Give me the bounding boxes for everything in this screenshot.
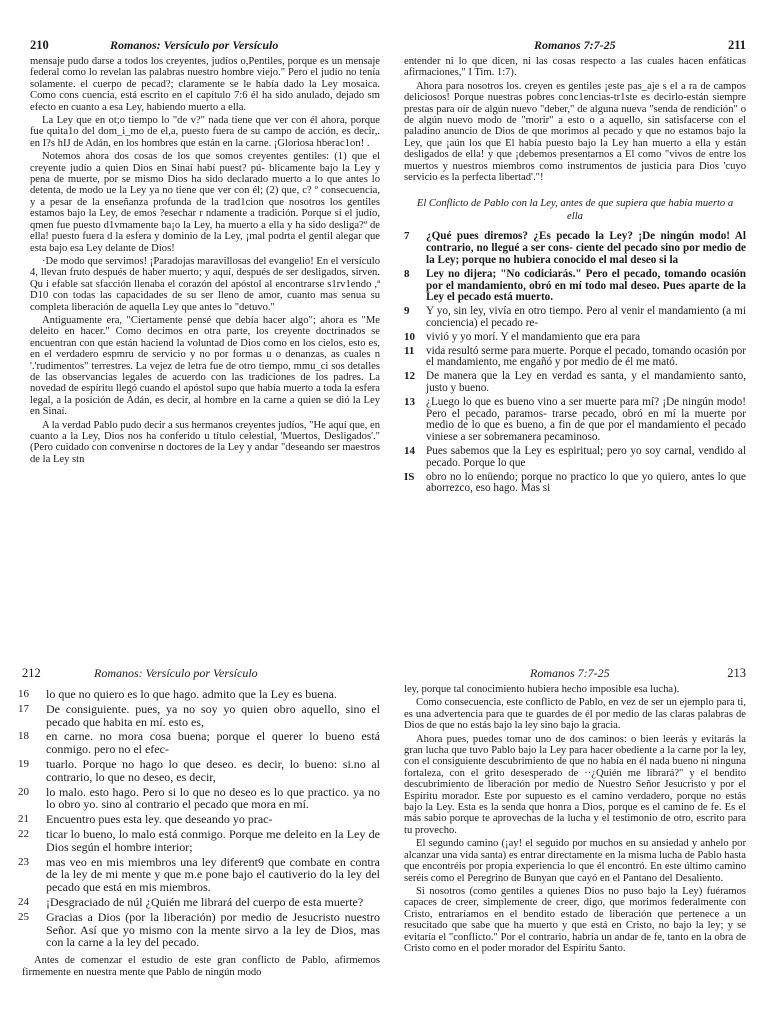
verse	[14, 758, 380, 784]
paragraph: A la verdad Pablo pudo decir a sus hermanos creyentes judíos, "He aquí que, en cuanto a la Ley, Dios nos ha conferido u título celestial, 'Muertos, Desligados'." (Pero cuidado con convenirse n doctores de la Ley y andar "deseando ser maestros de la Ley stn	[30, 419, 380, 465]
verse-text: tuarlo. Porque no hago lo que deseo. es decir, lo bueno: si.no al contrario, lo que no deseo, es decir,	[46, 756, 380, 784]
verse-text: Pues sabemos que la Ley es espiritual; pero yo soy carnal, vendido al pecado. Porque lo que	[426, 445, 746, 469]
verse-number: 9	[404, 305, 410, 318]
paragraph: Notemos ahora dos cosas de los que somos creyentes gentiles: (1) que el creyente judío a quien Dios en Sinaí habí puest? pú- blicamente bajo la Ley y pena de muerte, por se mismo Dios ha sido declarado muerto a lo que antes lo detenta, de modo ue la Ley ya no tiene que ver con él; (2) que, c? º consecuencia, y a pesar de la enseñanza profunda de la trad1cion que nosotros los gentiles estamos bajo la Ley, de emos ?esechar r ndamente a tradición. Porque si el judío, qmen fue puesto d1vmamente ba¡o la Ley, ha muerto a ella y ha sido desliga?º de ella! puesto fuera d la esfera y dominio de la Ley, ¡mal podrta el gentil alegar que esta bajo esa Ley delante de Dios!	[30, 151, 380, 254]
verse-number: 12	[404, 370, 415, 383]
body-text	[30, 56, 380, 465]
verse-number: 11	[404, 344, 415, 357]
verse-text: Y yo, sin ley, vivía en otro tiempo. Pero al venir el mandamiento (a mi conciencia) el pecado re-	[426, 305, 746, 330]
page-header	[404, 666, 746, 684]
running-title: Romanos 7:7-25	[534, 38, 616, 52]
verse-number: 24	[18, 895, 29, 908]
verse	[404, 446, 746, 470]
verse	[14, 730, 380, 756]
verse-text: ticar lo bueno, lo malo está conmigo. Porque me deleito en la Ley de Dios según el hombre interior;	[46, 826, 380, 854]
paragraph: ·De modo que servimos! ¡Paradojas maravillosas del evangelio! En el versículo 4, llevan fruto después de haber muerto; y aquí, después de ser desligados, sirven. Qu i efable sat sfacción llenaba el corazón del apóstol al encontrarse s1rv1endo ,ª D10 con todas las capacidades de su ser lleno de amor, cuanto mas senua su completa liberación de aquella Ley que antes lo "detuvo."	[30, 255, 380, 313]
paragraph: entender ni lo que dicen, ni las cosas respecto a las cuales hacen enfáticas afirmaciones," I Tim. 1:7).	[404, 56, 746, 79]
verse	[404, 472, 746, 496]
verse-text: vivió y yo morí. Y el mandamiento que era para	[426, 330, 641, 343]
verse-text: lo malo. esto hago. Pero si lo que no deseo es lo que practico. ya no lo obro yo. sino al contrario el pecado que mora en mí.	[46, 784, 380, 812]
page-number: 211	[727, 38, 746, 52]
verse-number: 22	[18, 827, 29, 840]
paragraph: ley, porque tal conocimiento hubiera hecho imposible esa lucha).	[404, 684, 680, 695]
verse-text: ¿Qué pues diremos? ¿Es pecado la Ley? ¡De ningún modo! Al contrario, no llegué a ser cons- ciente del pecado sino por medio de la Ley; porque no hubiera conocido el mal deseo si la	[426, 230, 746, 267]
body-text	[404, 684, 746, 954]
verse	[14, 856, 380, 894]
page-213	[404, 666, 746, 1024]
paragraph: Antiguamente era, "Ciertamente pensé que debía hacer algo"; ahora es "Me deleito en hacer." Como decimos en otra parte, los creyente doctrinados se encuentran con que están haciend la voluntad de Dios como en los cielos, esto es, en el verdadero espmru de servicio y no por formas u o denanzas, as cuales n '.'rudimentos" terrestres. La vejez de letra fue de otro tiempo, mmu_ci sos detalles de las observancias legales de acuerdo con las tradiciones de los padres. La novedad de espíritu llegó cuando el apóstol supo que había muerto a toda la esfera legal, a la posición de Adán, es decir, al hombre en la carne a quien se dió la Ley en Sinaí.	[30, 314, 380, 418]
verse	[14, 911, 380, 949]
verse-text: en carne. no mora cosa buena; porque el querer lo bueno está conmigo. pero no el efec-	[46, 729, 380, 757]
page-number: 212	[22, 666, 41, 680]
running-title: Romanos: Versículo por Versículo	[94, 666, 258, 680]
verse	[14, 688, 380, 701]
paragraph: Como consecuencia, este conflicto de Pablo, en vez de ser un ejemplo para ti, es una advertencia para que te guardes de él por medio de las claras palabras de Dios de que no estás bajo la ley sino bajo la gracia.	[404, 697, 746, 732]
paragraph: Ahora para nosotros los. creyen es gentiles ¡este pas_aje s el a ra de campos deliciosos! Porque nuestras pobres conc1encias-tr1ste es decirlo-están siempre prestas para oír de algún nuevo "deber," de alguna nueva "senda de rendición" o de algún nuevo modo de "morir" a esto o a aquello, sin satisfacerse con el paladino anuncio de Dios de que morimos al pecado y que no estamos bajo la Ley, que ¡aún los que El había puesto bajo la Ley han muerto a ella y están desligados de ella! y que ¡debemos presentarnos a El como "vivos de entre los muertos y nuestros miembros como instrumentos de justicia para Dios 'cuyo servicio es la perfecta libertad'."!	[404, 80, 746, 184]
verse-text: ¡Desgraciado de núl ¿Quién me librará del cuerpo de esta muerte?	[46, 894, 364, 909]
verse-text: mas veo en mis miembros una ley diferent9 que combate en contra de la ley de mi mente y que m.e pone bajo el cautiverio do la ley del pecado que está en mis miembros.	[46, 854, 380, 895]
page-number: 213	[727, 666, 746, 680]
verse	[404, 346, 746, 370]
verse	[404, 306, 746, 330]
page-212	[14, 666, 380, 1024]
verse-number: 14	[404, 445, 415, 458]
verse-number: 13	[404, 395, 415, 408]
paragraph: Ahora pues, puedes tomar uno de dos caminos: o bien leerás y evitarás la gran lucha que tuvo Pablo bajo la Ley para hacer obediente a la carne por la ley, con el consiguiente descubrimiento de que no había en él nada bueno ni ninguna fortaleza, con el grito desesperado de ··¿Quién me librará?" y el bendito descubrimiento de liberación por medio de Nuestro Señor Jesucristo y por el Espíritu morador. Este por supuesto es el camino verdadero, porque no estás bajo la Ley. Esta es la senda que honra a Dios, porque es el camino de fe. Es el más sabio porque te aprovechas de la lucha y el testimonio de otro, escrito para tu provecho.	[404, 733, 746, 836]
paragraph: mensaje pudo darse a todos los creyentes, judíos o,Pentiles, porque es un mensaje federal como lo revelan las palabras nuestro hombre viejo." Pero el judío no tenía solamente. el cuerpo de pecad?; claramente se le había dado la Ley mosaica. Como cons cuencia, está escrito en el capítulo 7:6 él ha sido anulado, dejado sm efecto en cuanto a esa Ley, habiendo muerto a ella.	[30, 56, 380, 113]
verse-list	[404, 231, 746, 495]
verse-text: vida resultó serme para muerte. Porque el pecado, tomando ocasión por el mandamiento, me engañó y por medio de él me mató.	[426, 344, 746, 369]
paragraph: Antes de comenzar el estudio de este gran conflicto de Pablo, afirmemos firmemente en nuestra mente que Pablo de ningún modo	[22, 955, 380, 978]
page-211	[404, 38, 746, 628]
verse-text: ¿Luego lo que es bueno vino a ser muerte para mí? ¡De ningún modo! Pero el pecado, paramos- trarse pecado, obró en mí la muerte por medio de lo que es bueno, a fin de que por el mandamiento el pecado viniese a ser sobremanera pecaminoso.	[426, 395, 746, 444]
verse-text: Ley no dijera; "No codiciarás." Pero el pecado, tomando ocasión por el mandamiento, obró en mí todo mal deseo. Pues aparte de la Ley el pecado está muerto.	[426, 267, 746, 304]
paragraph: La Ley que en ot;o tiempo lo "de v?" nada tiene que ver con él ahora, porque fue quita1o del dom_i_mo de el,a, puesto fuera de su campo de acción, es decir,. en I?s hIJ de Adán, en los hombres que están en la carne. ¡Gloriosa hberac1on! .	[30, 115, 380, 149]
page-number: 210	[30, 38, 49, 52]
page-210	[30, 38, 380, 628]
running-title: Romanos: Versículo por Versículo	[110, 38, 279, 52]
verse	[404, 371, 746, 395]
verse-number: IS	[404, 470, 415, 483]
verse-text: obro no lo enüendo; porque no practico lo que yo quiero, antes lo que aborrezco, eso hago. Mas si	[426, 470, 746, 495]
verse-number: 16	[18, 688, 29, 700]
verse	[14, 828, 380, 854]
verse-number: 17	[18, 702, 29, 715]
body-text	[14, 955, 380, 978]
verse-number: 21	[18, 813, 29, 826]
verse-text: De manera que la Ley en verdad es santa, y el mandamiento santo, justo y bueno.	[426, 370, 746, 395]
verse-number: 10	[404, 330, 415, 343]
verse	[404, 397, 746, 444]
verse-number: 23	[18, 855, 29, 868]
verse	[14, 703, 380, 729]
verse	[404, 231, 746, 266]
verse-list	[14, 688, 380, 949]
page-header	[30, 38, 380, 56]
running-title: Romanos 7:7-25	[530, 666, 610, 680]
verse-text: Gracias a Dios (por la liberación) por medio de Jesucristo nuestro Señor. Así que yo mismo con la mente sirvo a la ley de Dios, mas con la carne a la ley del pecado.	[46, 909, 380, 950]
section-title: El Conflicto de Pablo con la Ley, antes de que supiera que había muerto a ella	[416, 198, 734, 223]
verse	[14, 786, 380, 812]
paragraph: Si nosotros (como gentiles a quienes Dios no puso bajo la Ley) fuéramos capaces de creer, simplemente de creer, digo, que morimos federalmente con Cristo, entraríamos en el bendito estado de liberación que pertenece a un resucitado que sabe que ha muerto y que está en Cristo, no bajo la ley; y se evitaría el "conflicto." Por el contrario, habría un andar de fe, tanto en la obra de Cristo como en el poder morador del Espíritu Santo.	[404, 885, 746, 954]
verse	[14, 896, 380, 909]
verse-number: 19	[18, 757, 29, 770]
page-header	[14, 666, 380, 684]
verse-text: De consiguiente. pues, ya no soy yo quien obro aquello, sino el pecado que habita en mí. esto es,	[46, 701, 380, 729]
verse	[404, 332, 746, 344]
verse-number: 8	[404, 267, 410, 280]
verse-text: Encuentro pues esta ley. que deseando yo prac-	[46, 812, 273, 827]
body-text	[404, 56, 746, 183]
verse-text: lo que no quiero es lo que hago. admito que la Ley es buena.	[46, 687, 337, 701]
verse-number: 25	[18, 910, 29, 923]
page-header	[404, 38, 746, 56]
verse	[404, 269, 746, 304]
verse	[14, 813, 380, 826]
verse-number: 18	[18, 730, 29, 743]
paragraph: El segundo camino (¡ay! el seguido por muchos en su ansiedad y anhelo por alcanzar una vida santa) es entrar directamente en la misma lucha de Pablo hasta que encontréis por propia experiencia lo que él encontró. En este último camino seréis como el Peregrino de Bunyan que cayó en el Pantano del Desaliento.	[404, 838, 746, 884]
verse-number: 7	[404, 230, 410, 243]
verse-number: 20	[18, 785, 29, 798]
